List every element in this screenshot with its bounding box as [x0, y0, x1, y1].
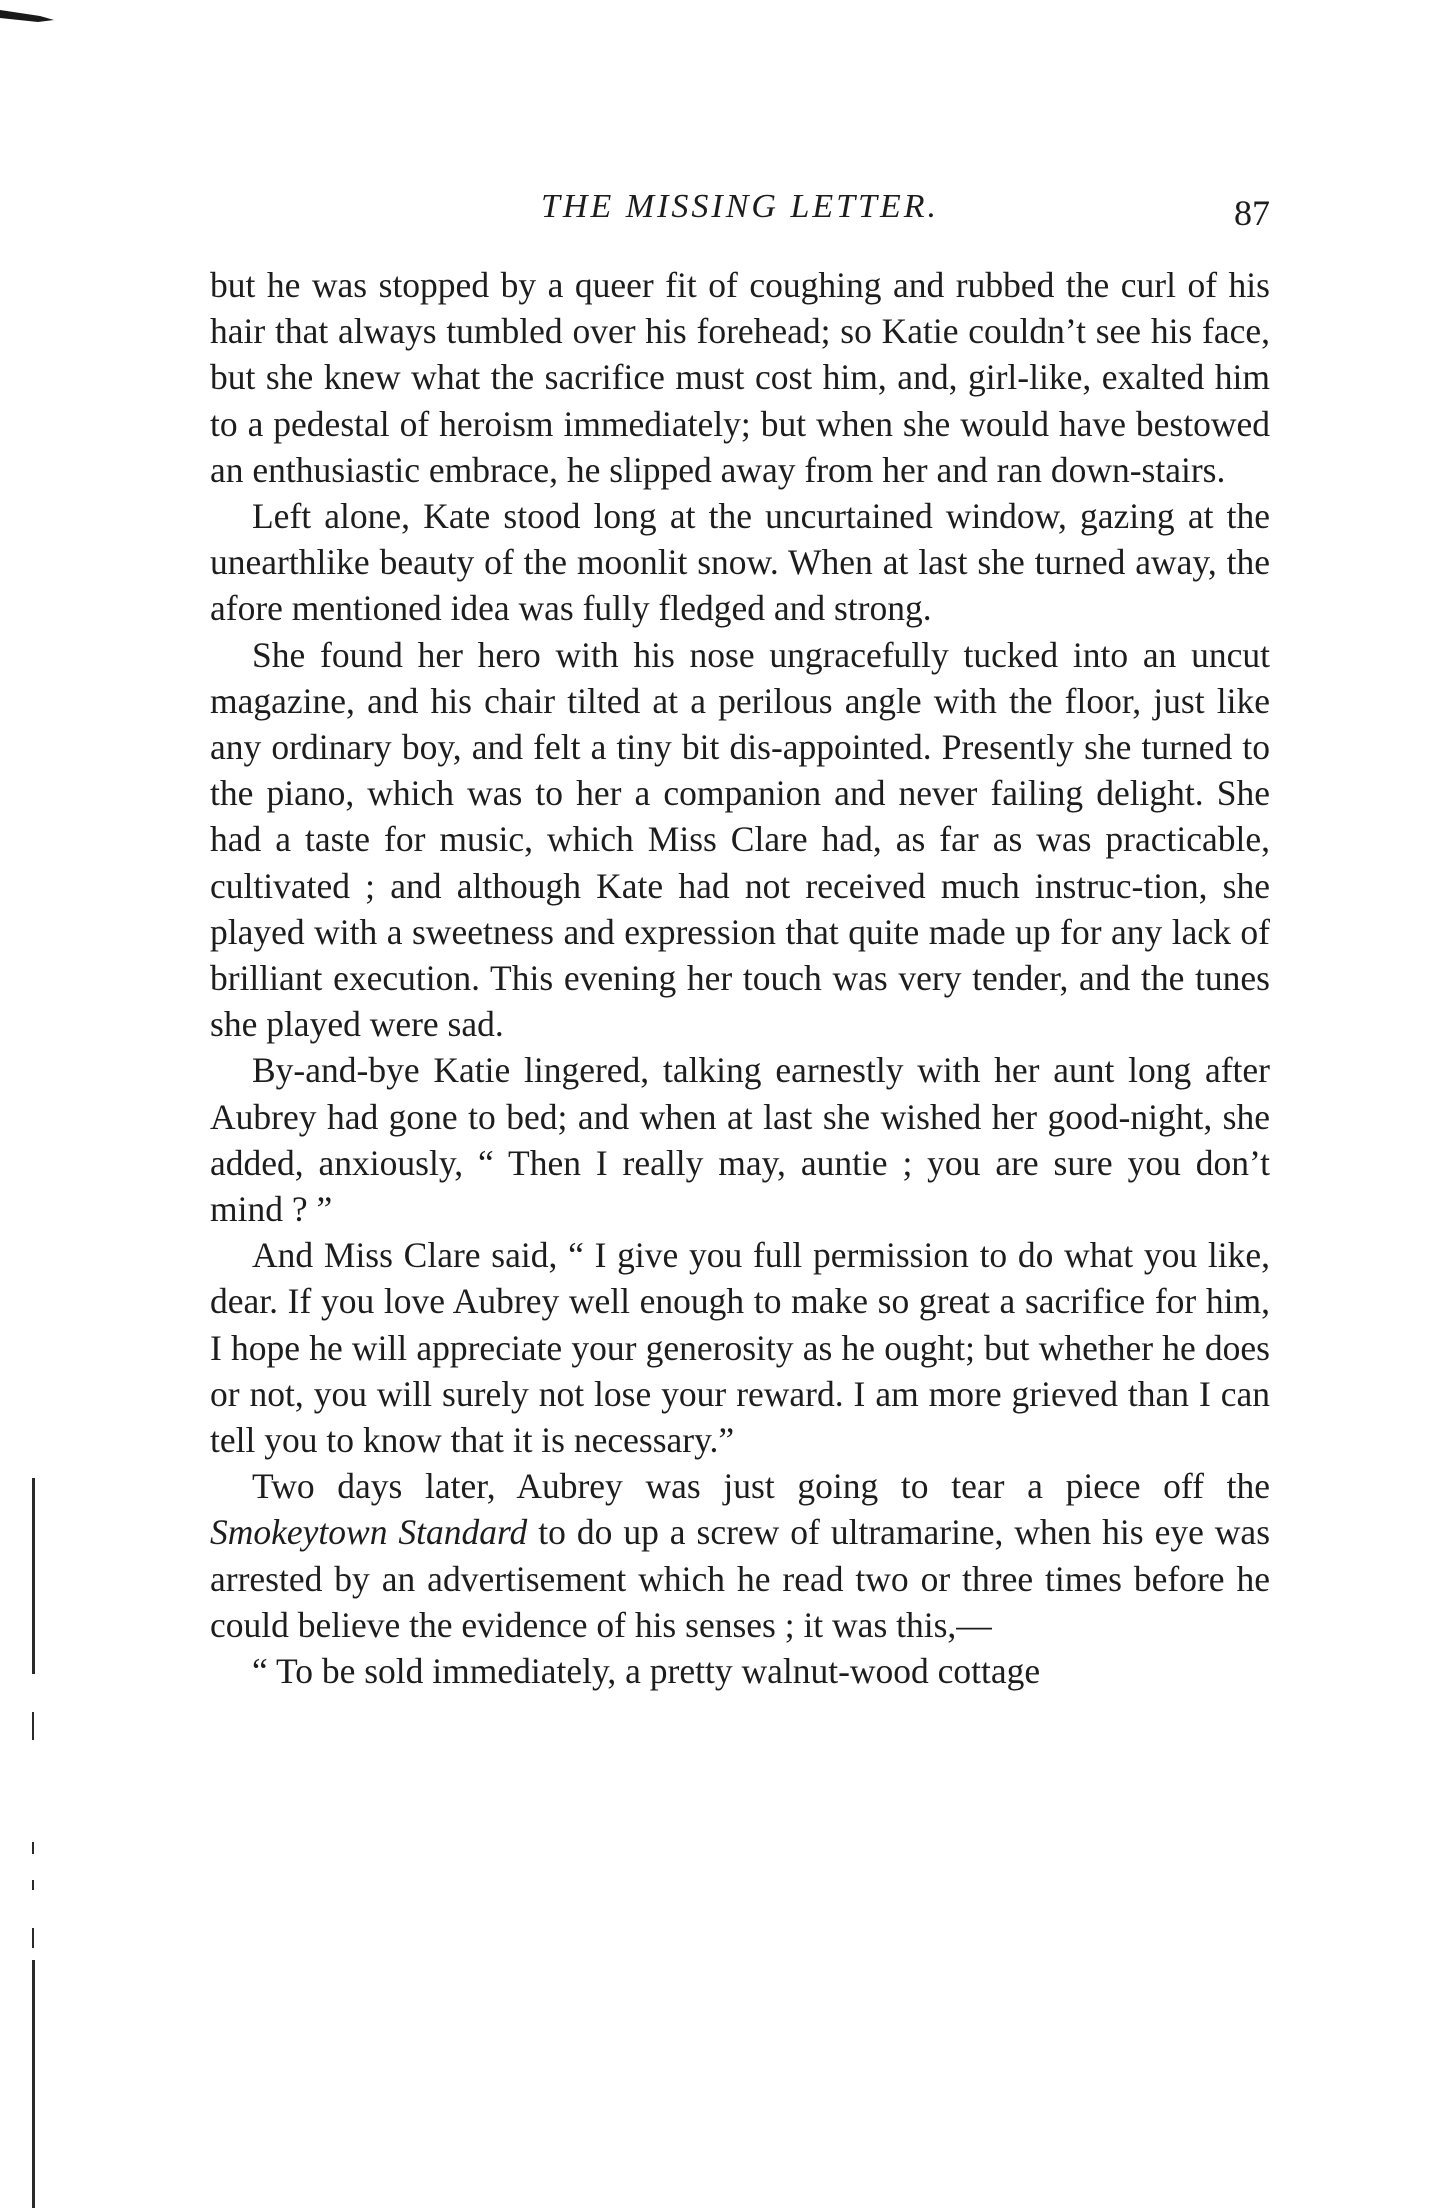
paragraph: She found her hero with his nose ungracefully tucked into an uncut magazine, and his chair tilted at a perilous angle with the floor, just like any ordinary boy, and felt a tiny bit dis-appointed. Presently she turned to the piano, which was to her a companion and never failing delight. She had a taste for music, which Miss Clare had, as far as was practicable, cultivated ; and although Kate had not received much instruc-tion, she played with a sweetness and expression that quite made up for any lack of brilliant execution. This evening her touch was very tender, and the tunes she played were sad. — [210, 634, 1270, 1045]
body-text — [210, 262, 1270, 1694]
margin-rule — [32, 1928, 34, 1948]
paragraph-text: Two days later, Aubrey was just going to tear a piece off the — [252, 1466, 1270, 1507]
paragraph — [210, 1463, 1270, 1648]
last-line: “ To be sold immediately, a pretty walnut-wood cottage — [252, 1651, 1041, 1692]
page-number: 87 — [1234, 193, 1270, 233]
paragraph: And Miss Clare said, “ I give you full permission to do what you like, dear. If you love Aubrey well enough to make so great a sacrifice for him, I hope he will appreciate your generosity as he ought; but whether he does or not, you will surely not lose your reward. I am more grieved than I can tell you to know that it is necessary.” — [210, 1235, 1270, 1461]
paragraph-text: to do up a screw of ultramarine, when his eye was arrested by an advertisement which he read two or three times before he could believe the evidence of his senses ; it was this,— — [210, 1512, 1271, 1645]
paragraph: but he was stopped by a queer fit of coughing and rubbed the curl of his hair that always tumbled over his forehead; so Katie couldn’t see his face, but she knew what the sacrifice must cost him, and, girl-like, exalted him to a pedestal of heroism immediately; but when she would have bestowed an enthusiastic embrace, he slipped away from her and ran down-stairs. — [210, 265, 1270, 490]
margin-rule — [32, 1842, 34, 1854]
paragraph: By-and-bye Katie lingered, talking earnestly with her aunt long after Aubrey had gone to bed; and when at last she wished her good-night, she added, anxiously, “ Then I really may, auntie ; you are sure you don’t mind ? ” — [210, 1050, 1270, 1230]
margin-rule — [32, 1960, 35, 2208]
margin-rule — [32, 1880, 34, 1890]
running-title: THE MISSING LETTER. — [541, 188, 939, 225]
paragraph: Left alone, Kate stood long at the uncurtained window, gazing at the unearthlike beauty of the moonlit snow. When at last she turned away, the afore mentioned idea was fully fledged and strong. — [210, 496, 1270, 629]
margin-rule — [32, 1712, 34, 1740]
running-head — [210, 178, 1270, 238]
newspaper-title: Smokeytown Standard — [210, 1512, 528, 1553]
corner-scan-mark — [0, 6, 54, 28]
margin-rule — [32, 1478, 35, 1674]
